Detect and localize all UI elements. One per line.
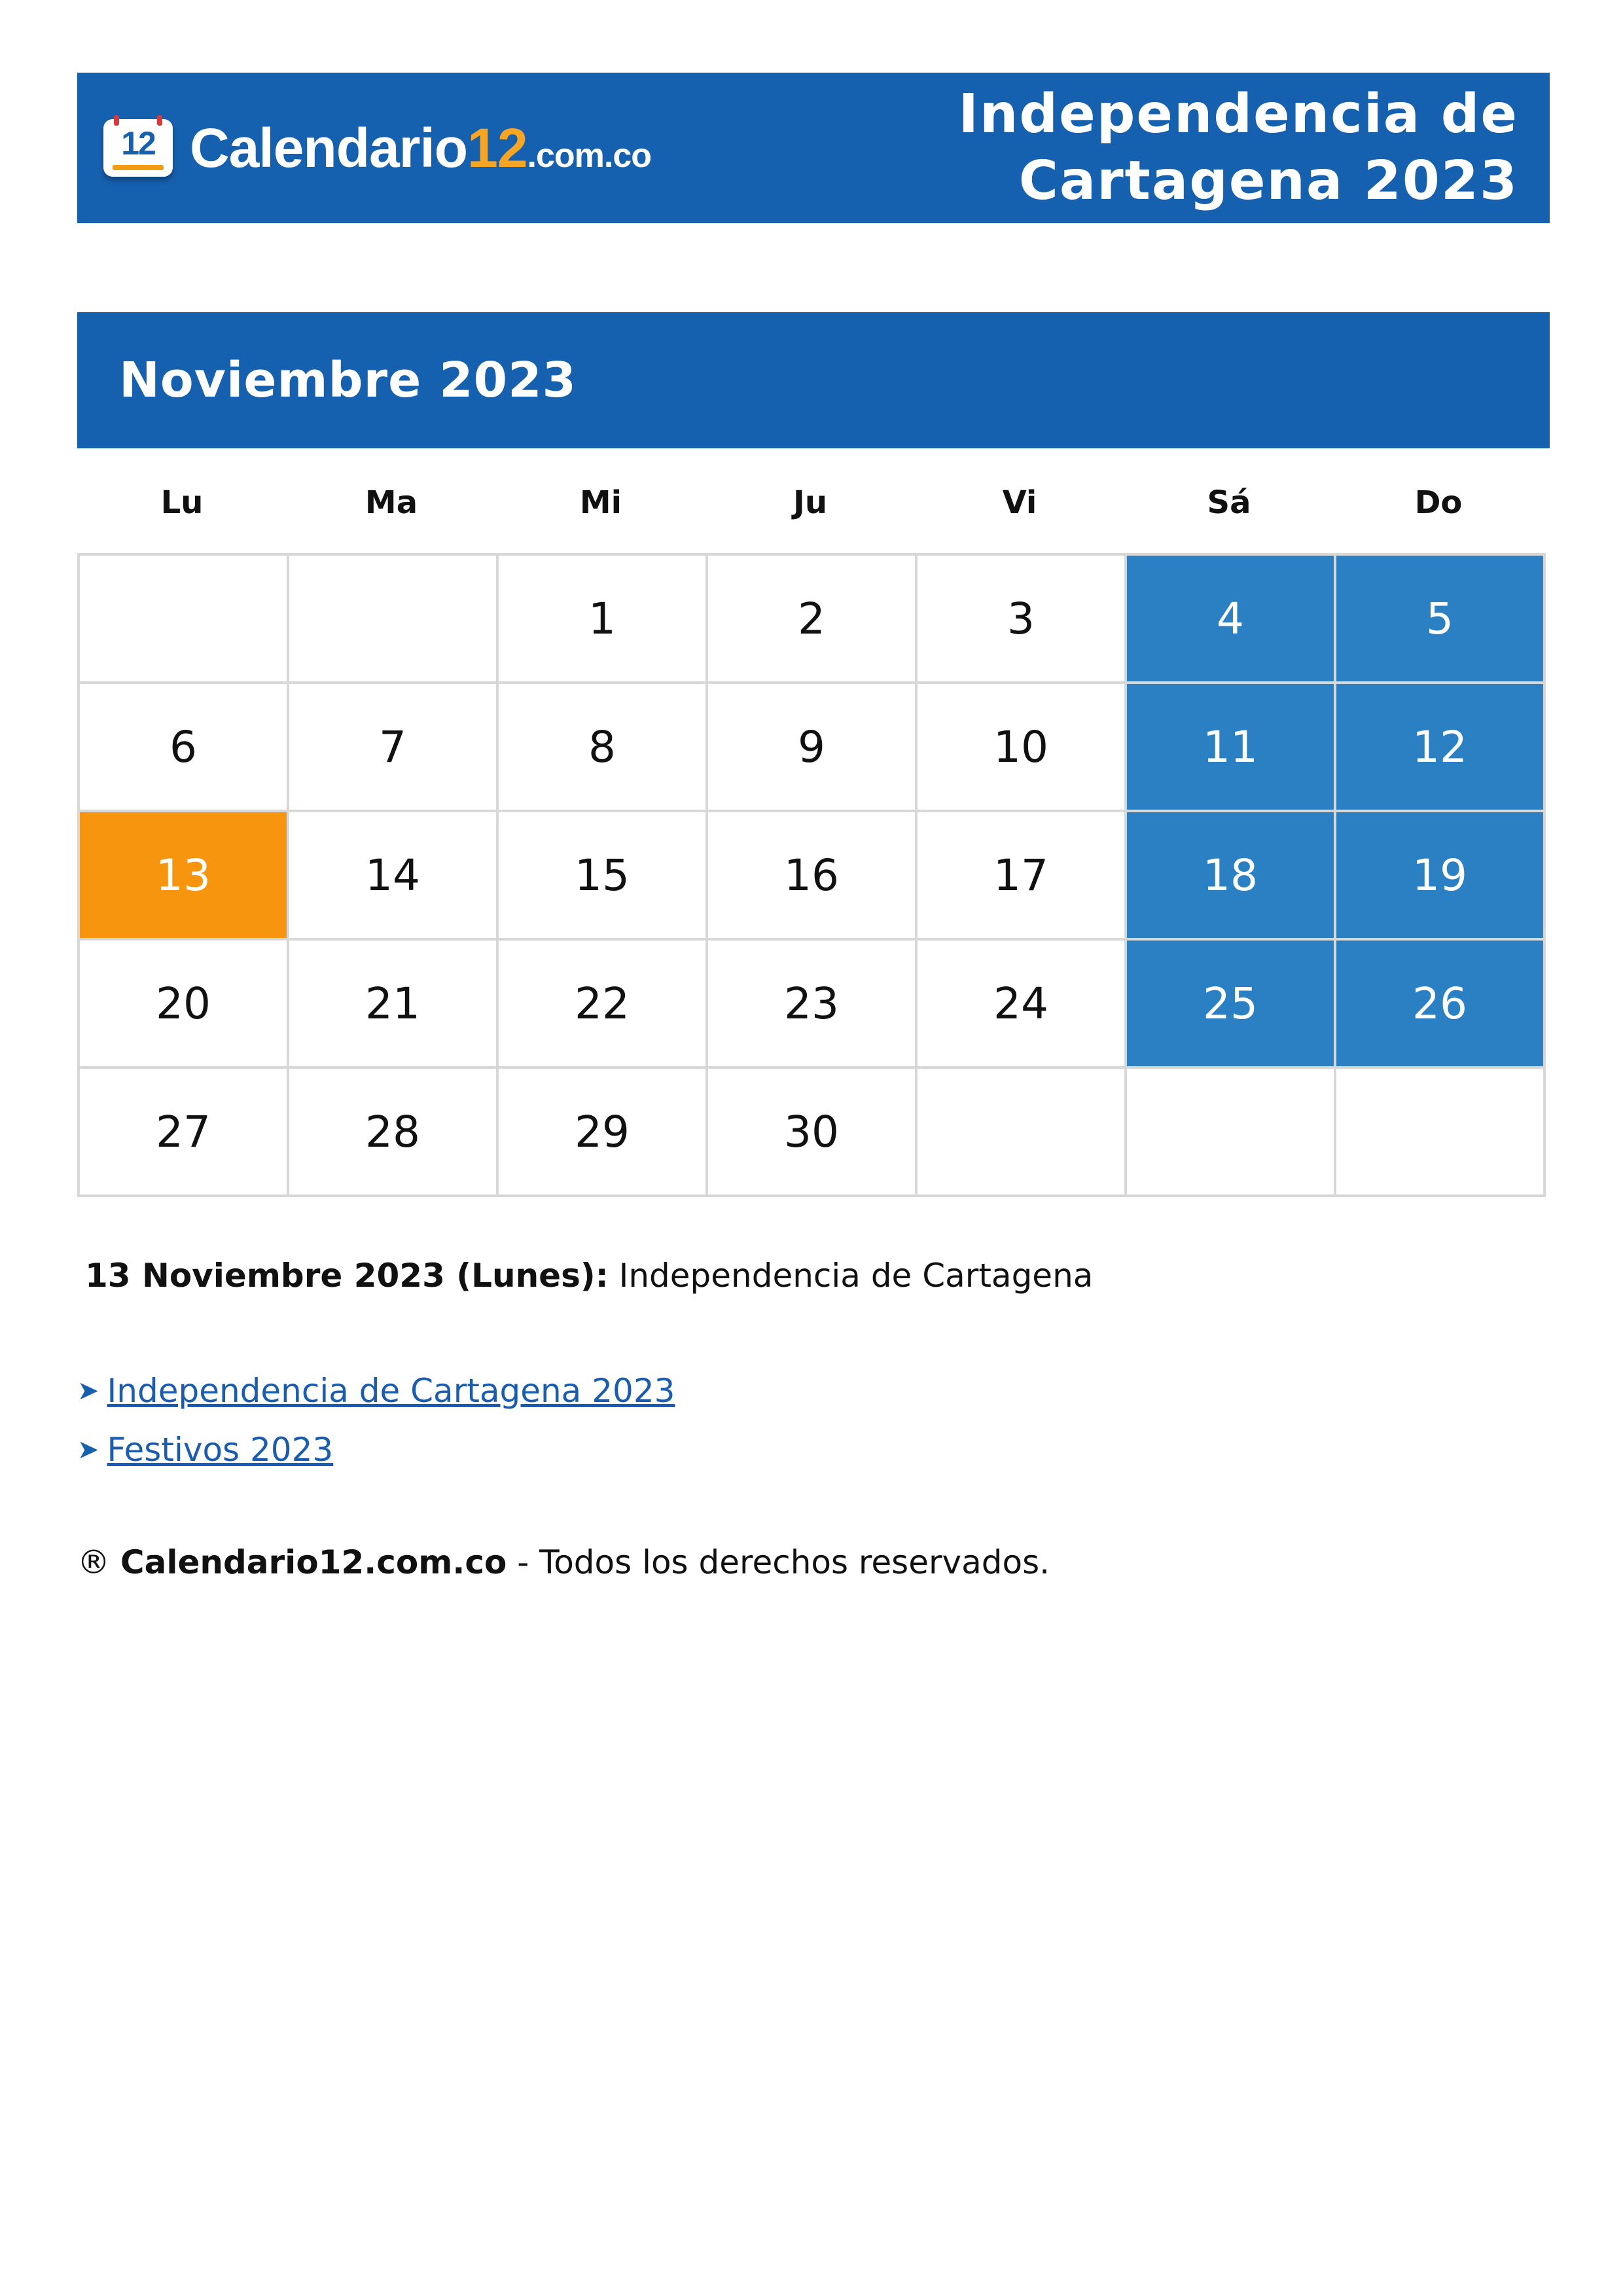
footer <box>77 1543 1050 1581</box>
logo-number: 12 <box>467 117 527 179</box>
day-cell-weekend: 19 <box>1336 812 1546 941</box>
holiday-note <box>85 1257 1093 1295</box>
day-cell: 6 <box>80 684 289 812</box>
day-cell: 1 <box>499 556 708 684</box>
weekday-header-row <box>77 471 1543 534</box>
page-title-line-1: Independencia de <box>958 83 1518 145</box>
day-cell: 7 <box>289 684 499 812</box>
day-cell: 2 <box>708 556 918 684</box>
logo-prefix: Calendario <box>190 117 468 179</box>
day-cell: 10 <box>918 684 1127 812</box>
day-cell: 8 <box>499 684 708 812</box>
month-header <box>77 312 1550 448</box>
link-item <box>77 1420 675 1479</box>
weekday-vi: Vi <box>1002 484 1037 521</box>
day-cell <box>289 556 499 684</box>
day-cell: 23 <box>708 941 918 1069</box>
page-title <box>959 81 1518 215</box>
day-cell-weekend: 5 <box>1336 556 1546 684</box>
month-title: Noviembre 2023 <box>119 352 577 408</box>
holiday-date-label: 13 Noviembre 2023 (Lunes): <box>85 1257 609 1295</box>
day-cell: 29 <box>499 1069 708 1197</box>
day-cell-empty <box>918 1069 1127 1197</box>
day-cell: 27 <box>80 1069 289 1197</box>
day-cell: 20 <box>80 941 289 1069</box>
site-logo[interactable] <box>103 117 651 180</box>
related-links <box>77 1361 675 1479</box>
day-cell: 14 <box>289 812 499 941</box>
footer-text: - Todos los derechos reservados. <box>517 1543 1050 1581</box>
day-cell: 21 <box>289 941 499 1069</box>
logo-text <box>190 117 651 180</box>
day-cell-weekend: 12 <box>1336 684 1546 812</box>
holiday-name: Independencia de Cartagena <box>618 1257 1094 1295</box>
day-cell: 16 <box>708 812 918 941</box>
day-cell-holiday: 13 <box>80 812 289 941</box>
day-cell <box>80 556 289 684</box>
day-cell-weekend: 26 <box>1336 941 1546 1069</box>
day-cell-empty <box>1336 1069 1546 1197</box>
weekday-do: Do <box>1414 484 1463 521</box>
weekday-mi: Mi <box>579 484 622 521</box>
day-cell-empty <box>1127 1069 1336 1197</box>
weekday-sa: Sá <box>1207 484 1251 521</box>
link-festivos-2023[interactable]: Festivos 2023 <box>107 1431 334 1469</box>
day-cell: 3 <box>918 556 1127 684</box>
weekday-ma: Ma <box>365 484 418 521</box>
weekday-ju: Ju <box>793 484 828 521</box>
logo-suffix: .com.co <box>527 136 652 175</box>
arrow-right-icon: ➤ <box>77 1376 99 1406</box>
calendar-icon-number: 12 <box>121 125 155 162</box>
day-cell-weekend: 18 <box>1127 812 1336 941</box>
day-cell: 22 <box>499 941 708 1069</box>
day-cell-weekend: 11 <box>1127 684 1336 812</box>
footer-brand: Calendario12.com.co <box>120 1543 507 1581</box>
day-cell: 17 <box>918 812 1127 941</box>
calendar-icon <box>103 119 173 177</box>
day-cell: 30 <box>708 1069 918 1197</box>
day-cell-weekend: 4 <box>1127 556 1336 684</box>
page-title-line-2: Cartagena 2023 <box>1018 150 1518 212</box>
weekday-lu: Lu <box>160 484 204 521</box>
day-cell: 9 <box>708 684 918 812</box>
calendar-grid <box>77 553 1546 1197</box>
day-cell: 24 <box>918 941 1127 1069</box>
registered-icon: ® <box>77 1543 110 1581</box>
page-header <box>77 73 1550 223</box>
arrow-right-icon: ➤ <box>77 1435 99 1465</box>
link-independencia-cartagena-2023[interactable]: Independencia de Cartagena 2023 <box>107 1372 675 1410</box>
day-cell: 28 <box>289 1069 499 1197</box>
day-cell: 15 <box>499 812 708 941</box>
link-item <box>77 1361 675 1420</box>
day-cell-weekend: 25 <box>1127 941 1336 1069</box>
